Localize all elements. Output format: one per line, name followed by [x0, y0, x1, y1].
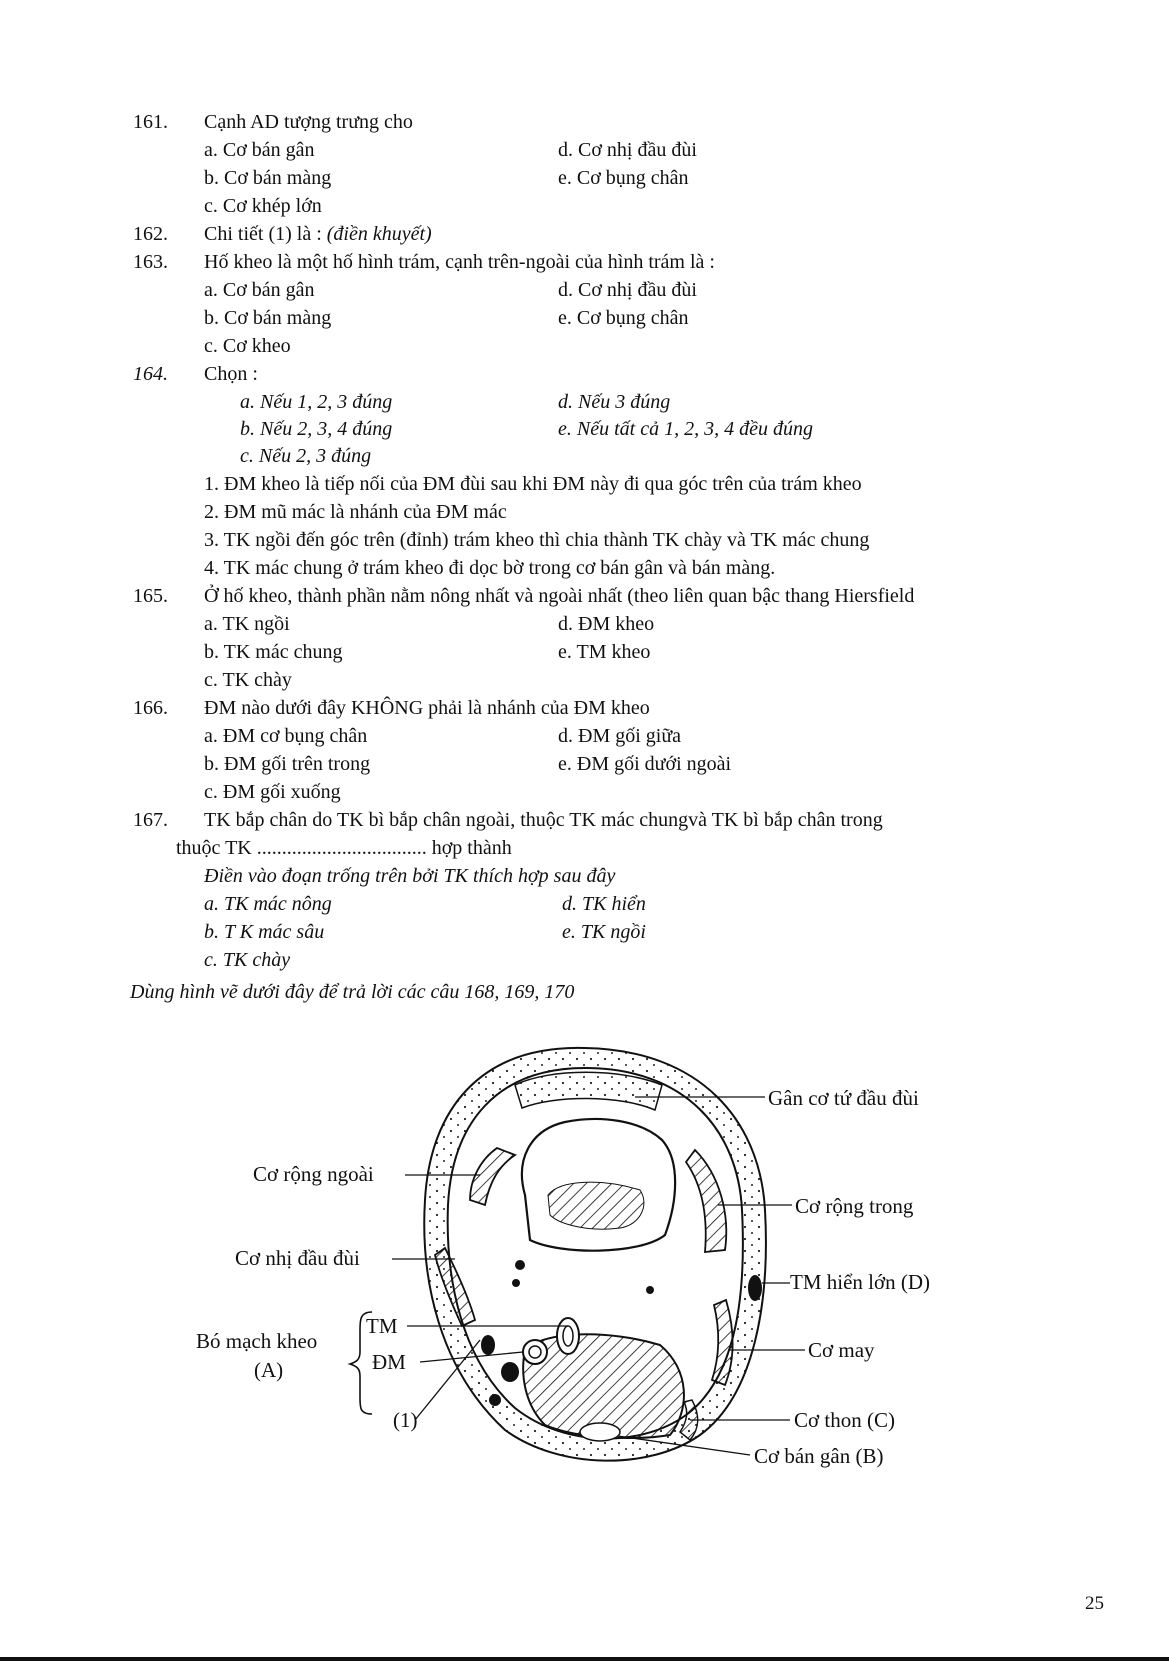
label-popliteal-bundle: Bó mạch kheo: [196, 1329, 318, 1353]
q164-number: 164.: [133, 363, 168, 385]
q163-option-b: b. Cơ bán màng: [204, 307, 332, 329]
q167-stem: TK bắp chân do TK bì bắp chân ngoài, thuộc TK mác chungvà TK bì bắp chân trong: [204, 809, 883, 831]
q167-option-d: d. TK hiển: [562, 893, 646, 915]
nerve-dot: [512, 1279, 520, 1287]
q164-option-a: a. Nếu 1, 2, 3 đúng: [240, 391, 393, 413]
q164-statement-1: 1. ĐM kheo là tiếp nối của ĐM đùi sau khi ĐM này đi qua góc trên của trám kheo: [204, 473, 862, 495]
q166-stem: ĐM nào dưới đây KHÔNG phải là nhánh của ĐM kheo: [204, 697, 650, 719]
q164-option-b: b. Nếu 2, 3, 4 đúng: [240, 418, 393, 440]
q167-option-b: b. T K mác sâu: [204, 921, 325, 943]
q162-hint: (điền khuyết): [326, 223, 432, 245]
q161-option-b: b. Cơ bán màng: [204, 167, 332, 189]
label-one: (1): [393, 1408, 418, 1432]
q165-option-b: b. TK mác chung: [204, 641, 343, 663]
q162-stem-text: Chi tiết (1) là :: [204, 223, 322, 245]
q163-option-e: e. Cơ bụng chân: [558, 307, 689, 329]
q163-option-c: c. Cơ kheo: [204, 335, 291, 357]
q164-option-c: c. Nếu 2, 3 đúng: [240, 445, 372, 467]
q166-option-b: b. ĐM gối trên trong: [204, 753, 371, 775]
q165-option-d: d. ĐM kheo: [558, 613, 655, 635]
q164-statement-3: 3. TK ngồi đến góc trên (đỉnh) trám kheo thì chia thành TK chày và TK mác chung: [204, 529, 870, 551]
q167-hint: Điền vào đoạn trống trên bởi TK thích hợp sau đây: [204, 865, 616, 887]
label-gracilis: Cơ thon (C): [794, 1408, 895, 1432]
q166-option-a: a. ĐM cơ bụng chân: [204, 725, 368, 747]
bone-marrow: [548, 1182, 644, 1229]
q166-number: 166.: [133, 697, 168, 719]
q166-option-c: c. ĐM gối xuống: [204, 781, 341, 803]
label-sartorius: Cơ may: [808, 1338, 875, 1362]
q161-option-e: e. Cơ bụng chân: [558, 167, 689, 189]
label-dm: ĐM: [372, 1350, 406, 1374]
nerve-dot: [481, 1335, 495, 1355]
figure-instruction: Dùng hình vẽ dưới đây để trả lời các câu 168, 169, 170: [130, 981, 575, 1003]
q164-statement-4: 4. TK mác chung ở trám kheo đi dọc bờ trong cơ bán gân và bán màng.: [204, 557, 776, 579]
q164-stem: Chọn :: [204, 363, 258, 385]
label-bundle-letter: (A): [254, 1358, 284, 1382]
q164-statement-2: 2. ĐM mũ mác là nhánh của ĐM mác: [204, 501, 507, 523]
q161-number: 161.: [133, 111, 168, 133]
q163-option-a: a. Cơ bán gân: [204, 279, 315, 301]
label-biceps-femoris: Cơ nhị đầu đùi: [235, 1246, 360, 1270]
label-vastus-lateralis: Cơ rộng ngoài: [253, 1162, 374, 1186]
great-saphenous-vein: [748, 1275, 762, 1301]
q166-option-e: e. ĐM gối dưới ngoài: [558, 753, 732, 775]
q161-option-d: d. Cơ nhị đầu đùi: [558, 139, 697, 161]
label-quadriceps-tendon: Gân cơ tứ đầu đùi: [768, 1086, 919, 1110]
q167-number: 167.: [133, 809, 168, 831]
q161-stem: Cạnh AD tượng trưng cho: [204, 111, 413, 133]
scan-edge: [0, 1657, 1169, 1661]
q165-option-e: e. TM kheo: [558, 641, 651, 663]
q163-option-d: d. Cơ nhị đầu đùi: [558, 279, 697, 301]
q165-option-c: c. TK chày: [204, 669, 292, 691]
label-vastus-medialis: Cơ rộng trong: [795, 1194, 914, 1218]
q166-option-d: d. ĐM gối giữa: [558, 725, 682, 747]
q165-number: 165.: [133, 585, 168, 607]
q165-option-a: a. TK ngồi: [204, 613, 290, 635]
nerve-dot: [515, 1260, 525, 1270]
popliteal-artery-lumen: [529, 1346, 541, 1358]
q164-option-d: d. Nếu 3 đúng: [558, 391, 671, 413]
q163-number: 163.: [133, 251, 168, 273]
page-number: 25: [1085, 1593, 1104, 1614]
label-tm: TM: [366, 1314, 398, 1338]
q167-option-a: a. TK mác nông: [204, 893, 332, 915]
nerve-dot: [501, 1362, 519, 1382]
nerve-dot: [646, 1286, 654, 1294]
nerve-dot: [489, 1394, 501, 1406]
q165-stem: Ở hố kheo, thành phần nằm nông nhất và ngoài nhất (theo liên quan bậc thang Hiersfield: [204, 585, 915, 607]
q164-option-e: e. Nếu tất cả 1, 2, 3, 4 đều đúng: [558, 418, 813, 440]
semitendinosus: [580, 1423, 620, 1441]
q161-option-c: c. Cơ khép lớn: [204, 195, 322, 217]
popliteal-vein-lumen: [563, 1326, 573, 1346]
label-great-saphenous-vein: TM hiển lớn (D): [790, 1270, 930, 1294]
q167-stem-cont: thuộc TK .................................. hợp thành: [176, 837, 512, 859]
q163-stem: Hố kheo là một hố hình trám, cạnh trên-ngoài của hình trám là :: [204, 251, 715, 273]
q167-option-c: c. TK chày: [204, 949, 291, 971]
q167-option-e: e. TK ngồi: [562, 921, 646, 943]
q162-number: 162.: [133, 223, 168, 245]
label-semitendinosus: Cơ bán gân (B): [754, 1444, 884, 1468]
q161-option-a: a. Cơ bán gân: [204, 139, 315, 161]
